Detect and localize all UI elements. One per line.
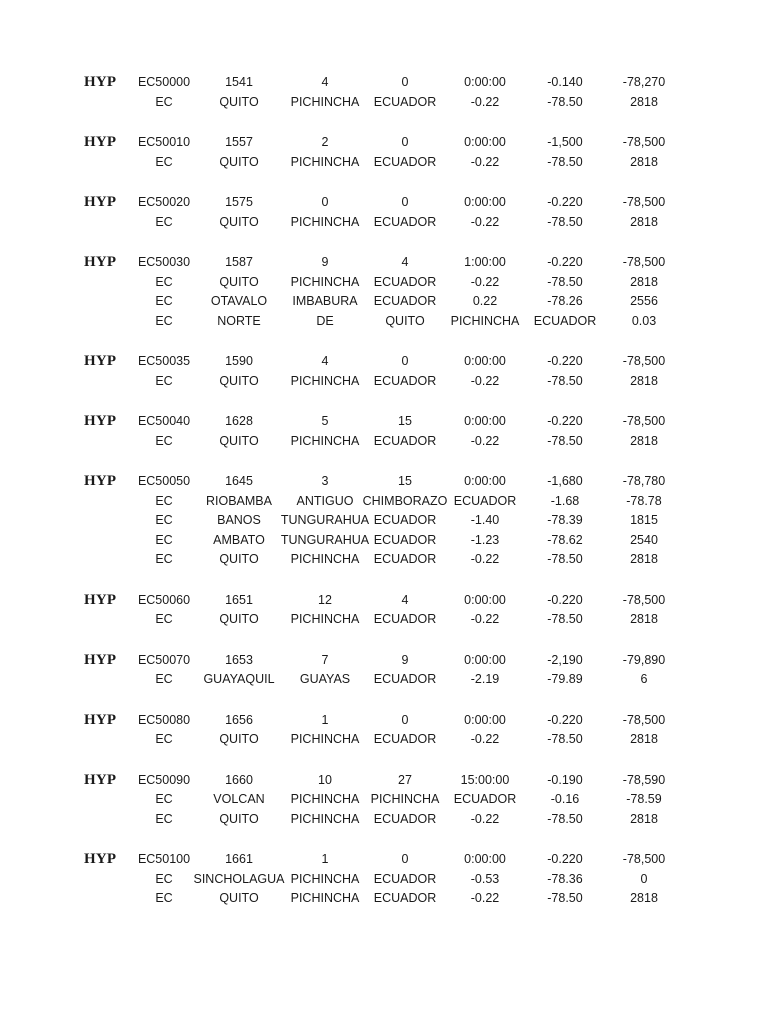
record-cell: QUITO [219,433,259,448]
record-cell: -0.22 [470,552,500,566]
record-cell: 2 [321,135,329,149]
record-cell: IMBABURA [292,294,358,308]
record-cell: 2556 [630,294,658,308]
record-cell: EC [155,373,173,388]
record-cell: QUITO [219,154,259,169]
record-cell: EC [155,612,173,626]
record-cell: ANTIGUO [296,493,354,508]
record-cell: ECUADOR [373,373,437,388]
record-location-row [0,550,768,570]
record-cell: PICHINCHA [290,373,360,388]
record-cell: TUNGURAHUA [280,532,370,547]
record-label-hyp: HYP [84,591,117,608]
record-location-row [0,790,768,810]
record-cell: -0.22 [470,891,500,905]
record-cell: -2,190 [547,652,583,667]
record-block [0,711,768,750]
record-location-row [0,432,768,452]
record-cell: PICHINCHA [290,811,360,826]
record-cell: -78.62 [547,532,583,547]
record-cell: ECUADOR [373,94,437,109]
record-cell: 1656 [225,712,253,727]
record-block [0,73,768,112]
record-cell: 2818 [630,612,658,626]
record-location-row [0,492,768,512]
record-cell: -79.89 [547,672,583,686]
record-cell: QUITO [219,612,259,626]
record-cell: -78,780 [622,474,666,488]
record-cell: -0.22 [470,274,500,289]
record-cell: ECUADOR [373,871,437,886]
record-cell: 0:00:00 [464,652,506,667]
record-cell: 6 [640,672,648,686]
record-location-row [0,292,768,312]
record-cell: PICHINCHA [290,732,360,746]
record-cell: -78.50 [547,612,583,626]
record-cell: -0.22 [470,154,500,169]
record-cell: -1.68 [550,493,580,508]
record-cell: -78.59 [626,792,662,806]
record-block [0,253,768,331]
record-cell: ECUADOR [453,792,517,806]
record-cell: 1541 [225,75,253,89]
record-cell: 0:00:00 [464,195,506,209]
record-header-row [0,850,768,870]
record-cell: ECUADOR [373,552,437,566]
record-cell: QUITO [219,274,259,289]
record-cell: 1653 [225,652,253,667]
record-cell: ECUADOR [373,811,437,826]
record-cell: -78,500 [622,592,666,607]
record-cell: 1628 [225,414,253,428]
record-cell: 1 [321,712,329,727]
record-cell: EC [155,274,173,289]
record-block [0,850,768,909]
record-cell: ECUADOR [533,313,597,328]
record-cell: ECUADOR [373,513,437,527]
record-cell: PICHINCHA [290,433,360,448]
record-cell: 1590 [225,354,253,368]
record-cell: 0 [401,195,409,209]
record-cell: -78,590 [622,772,666,787]
record-cell: EC [155,732,173,746]
record-cell: 2818 [630,811,658,826]
record-cell: 2818 [630,373,658,388]
record-block [0,193,768,232]
record-cell: 2818 [630,552,658,566]
record-cell: 0:00:00 [464,592,506,607]
record-cell: 4 [401,592,409,607]
record-cell: 2818 [630,154,658,169]
record-header-row [0,711,768,731]
record-cell: -78.50 [547,552,583,566]
record-cell: -0.22 [470,433,500,448]
record-block [0,133,768,172]
record-cell: 1660 [225,772,253,787]
record-cell: 2818 [630,433,658,448]
record-label-hyp: HYP [84,651,117,668]
record-cell: -78.78 [626,493,662,508]
record-cell: EC50060 [137,592,191,607]
record-cell: EC [155,891,173,905]
record-cell: -1.40 [470,513,500,527]
record-cell: ECUADOR [373,274,437,289]
record-cell: EC50080 [137,712,191,727]
record-cell: 1 [321,852,329,866]
record-cell: -78,500 [622,354,666,368]
record-cell: EC [155,154,173,169]
record-location-row [0,730,768,750]
record-cell: EC [155,672,173,686]
record-cell: EC [155,94,173,109]
record-location-row [0,870,768,890]
record-cell: 0 [401,852,409,866]
record-cell: GUAYAQUIL [203,672,275,686]
record-cell: 5 [321,414,329,428]
record-location-row [0,531,768,551]
record-cell: -1,500 [547,135,583,149]
record-cell: -0.220 [547,354,583,368]
record-block [0,651,768,690]
record-cell: -78.50 [547,732,583,746]
record-cell: QUITO [219,811,259,826]
record-cell: -1,680 [547,474,583,488]
record-cell: -0.53 [470,871,500,886]
record-label-hyp: HYP [84,771,117,788]
record-cell: 1557 [225,135,253,149]
record-block [0,352,768,391]
record-cell: EC [155,493,173,508]
record-cell: 2818 [630,94,658,109]
record-cell: 4 [321,354,329,368]
record-cell: EC50050 [137,474,191,488]
record-cell: 0:00:00 [464,712,506,727]
record-label-hyp: HYP [84,711,117,728]
record-cell: 0 [401,75,409,89]
record-block [0,472,768,570]
record-cell: 9 [401,652,409,667]
record-cell: -0.22 [470,373,500,388]
record-header-row [0,253,768,273]
record-cell: EC50010 [137,135,191,149]
record-cell: -78,500 [622,195,666,209]
record-cell: -1.23 [470,532,500,547]
record-cell: 2540 [630,532,658,547]
record-cell: RIOBAMBA [206,493,272,508]
record-cell: -0.220 [547,712,583,727]
record-label-hyp: HYP [84,413,117,429]
record-cell: -0.22 [470,612,500,626]
record-cell: 3 [321,474,329,488]
record-cell: EC [155,433,173,448]
record-cell: PICHINCHA [290,154,360,169]
record-cell: 0:00:00 [464,135,506,149]
record-cell: QUITO [385,313,425,328]
record-location-row [0,610,768,630]
record-cell: EC50070 [137,652,191,667]
record-cell: QUITO [219,214,259,229]
record-label-hyp: HYP [84,851,117,867]
record-cell: 0:00:00 [464,414,506,428]
record-cell: 0 [640,871,648,886]
record-cell: EC [155,792,173,806]
record-cell: -79,890 [622,652,666,667]
record-cell: EC [155,871,173,886]
record-cell: EC [155,552,173,566]
record-cell: BANOS [217,513,261,527]
record-cell: ECUADOR [373,433,437,448]
record-header-row [0,771,768,791]
record-cell: -78.50 [547,433,583,448]
record-cell: EC50035 [137,354,191,368]
record-cell: ECUADOR [373,154,437,169]
record-cell: ECUADOR [373,214,437,229]
record-label-hyp: HYP [84,473,117,489]
record-block [0,412,768,451]
record-location-row [0,153,768,173]
record-cell: -78,270 [622,75,666,89]
record-cell: -0.220 [547,195,583,209]
record-location-row [0,372,768,392]
record-location-row [0,93,768,113]
record-cell: 15 [398,474,412,488]
record-cell: 12 [318,592,332,607]
record-header-row [0,73,768,93]
record-cell: -0.190 [547,772,583,787]
record-cell: AMBATO [213,532,265,547]
record-cell: 1815 [630,513,658,527]
record-cell: 0.22 [472,294,498,308]
record-cell: -78.50 [547,274,583,289]
record-cell: 0:00:00 [464,852,506,866]
record-label-hyp: HYP [84,74,117,90]
record-cell: QUITO [219,94,259,109]
record-location-row [0,810,768,830]
record-cell: -0.220 [547,592,583,607]
record-cell: QUITO [219,373,259,388]
record-cell: PICHINCHA [290,871,360,886]
record-cell: -0.220 [547,255,583,269]
record-cell: CHIMBORAZO [362,493,448,508]
record-cell: -78,500 [622,712,666,727]
record-cell: QUITO [219,552,259,566]
record-cell: ECUADOR [373,891,437,905]
record-cell: -0.22 [470,732,500,746]
record-cell: 1651 [225,592,253,607]
record-cell: -78.26 [547,294,583,308]
record-cell: PICHINCHA [450,313,520,328]
record-cell: 0:00:00 [464,474,506,488]
document-page [0,73,768,930]
record-cell: NORTE [217,313,261,328]
record-header-row [0,352,768,372]
record-label-hyp: HYP [84,194,117,210]
record-header-row [0,651,768,671]
record-cell: EC [155,811,173,826]
record-cell: QUITO [219,732,259,746]
record-cell: -78.50 [547,154,583,169]
record-cell: EC50040 [137,414,191,428]
record-label-hyp: HYP [84,254,117,270]
record-cell: EC [155,513,173,527]
record-cell: TUNGURAHUA [280,513,370,527]
record-cell: 2818 [630,891,658,905]
record-location-row [0,312,768,332]
record-cell: -78.39 [547,513,583,527]
record-cell: EC50030 [137,255,191,269]
record-block [0,591,768,630]
record-cell: DE [316,313,334,328]
record-location-row [0,511,768,531]
record-cell: EC [155,532,173,547]
record-cell: EC [155,313,173,328]
record-cell: -78,500 [622,414,666,428]
record-cell: PICHINCHA [290,612,360,626]
record-cell: -78.50 [547,373,583,388]
record-cell: 0:00:00 [464,75,506,89]
record-cell: 2818 [630,214,658,229]
record-location-row [0,889,768,909]
record-cell: EC [155,294,173,308]
record-header-row [0,193,768,213]
record-cell: OTAVALO [210,294,268,308]
record-cell: ECUADOR [373,732,437,746]
record-cell: 7 [321,652,329,667]
record-cell: 9 [321,255,329,269]
record-cell: VOLCAN [213,792,265,806]
record-cell: -78.50 [547,214,583,229]
record-cell: -0.22 [470,94,500,109]
record-cell: 1575 [225,195,253,209]
record-cell: 10 [318,772,332,787]
record-cell: 27 [398,772,412,787]
record-header-row [0,472,768,492]
record-cell: 1645 [225,474,253,488]
record-cell: 2818 [630,274,658,289]
record-cell: ECUADOR [373,532,437,547]
record-cell: 1661 [225,852,253,866]
record-cell: ECUADOR [373,612,437,626]
record-cell: -78.50 [547,811,583,826]
record-label-hyp: HYP [84,134,117,150]
record-cell: 15 [398,414,412,428]
record-cell: PICHINCHA [290,274,360,289]
record-location-row [0,273,768,293]
record-cell: 4 [321,75,329,89]
record-cell: 2818 [630,732,658,746]
record-cell: -0.22 [470,811,500,826]
record-cell: 4 [401,255,409,269]
record-cell: -2.19 [470,672,500,686]
record-cell: EC50090 [137,772,191,787]
record-block [0,771,768,830]
record-cell: PICHINCHA [290,552,360,566]
record-cell: -0.220 [547,852,583,866]
record-cell: 15:00:00 [460,772,510,787]
record-header-row [0,591,768,611]
record-cell: EC50000 [137,75,191,89]
record-cell: -78.36 [547,871,583,886]
record-cell: -78,500 [622,135,666,149]
record-cell: EC50100 [137,852,191,866]
record-cell: -78.50 [547,94,583,109]
record-cell: 1:00:00 [464,255,506,269]
record-cell: 0 [401,712,409,727]
record-location-row [0,670,768,690]
record-cell: PICHINCHA [290,792,360,806]
record-header-row [0,133,768,153]
record-cell: -78.50 [547,891,583,905]
record-cell: PICHINCHA [290,94,360,109]
record-label-hyp: HYP [84,353,117,369]
record-location-row [0,213,768,233]
record-cell: QUITO [219,891,259,905]
record-header-row [0,412,768,432]
record-cell: -78,500 [622,255,666,269]
record-cell: ECUADOR [453,493,517,508]
record-cell: GUAYAS [299,672,351,686]
record-cell: 1587 [225,255,253,269]
record-cell: -78,500 [622,852,666,866]
record-cell: PICHINCHA [290,891,360,905]
record-cell: -0.16 [550,792,580,806]
record-cell: EC50020 [137,195,191,209]
record-cell: PICHINCHA [370,792,440,806]
record-cell: 0 [401,354,409,368]
record-cell: 0.03 [631,313,657,328]
record-cell: PICHINCHA [290,214,360,229]
record-cell: -0.220 [547,414,583,428]
record-cell: EC [155,214,173,229]
record-cell: ECUADOR [373,294,437,308]
record-cell: 0 [321,195,329,209]
record-cell: SINCHOLAGUA [193,871,285,886]
record-cell: -0.140 [547,75,583,89]
record-cell: -0.22 [470,214,500,229]
record-cell: ECUADOR [373,672,437,686]
record-cell: 0:00:00 [464,354,506,368]
record-cell: 0 [401,135,409,149]
